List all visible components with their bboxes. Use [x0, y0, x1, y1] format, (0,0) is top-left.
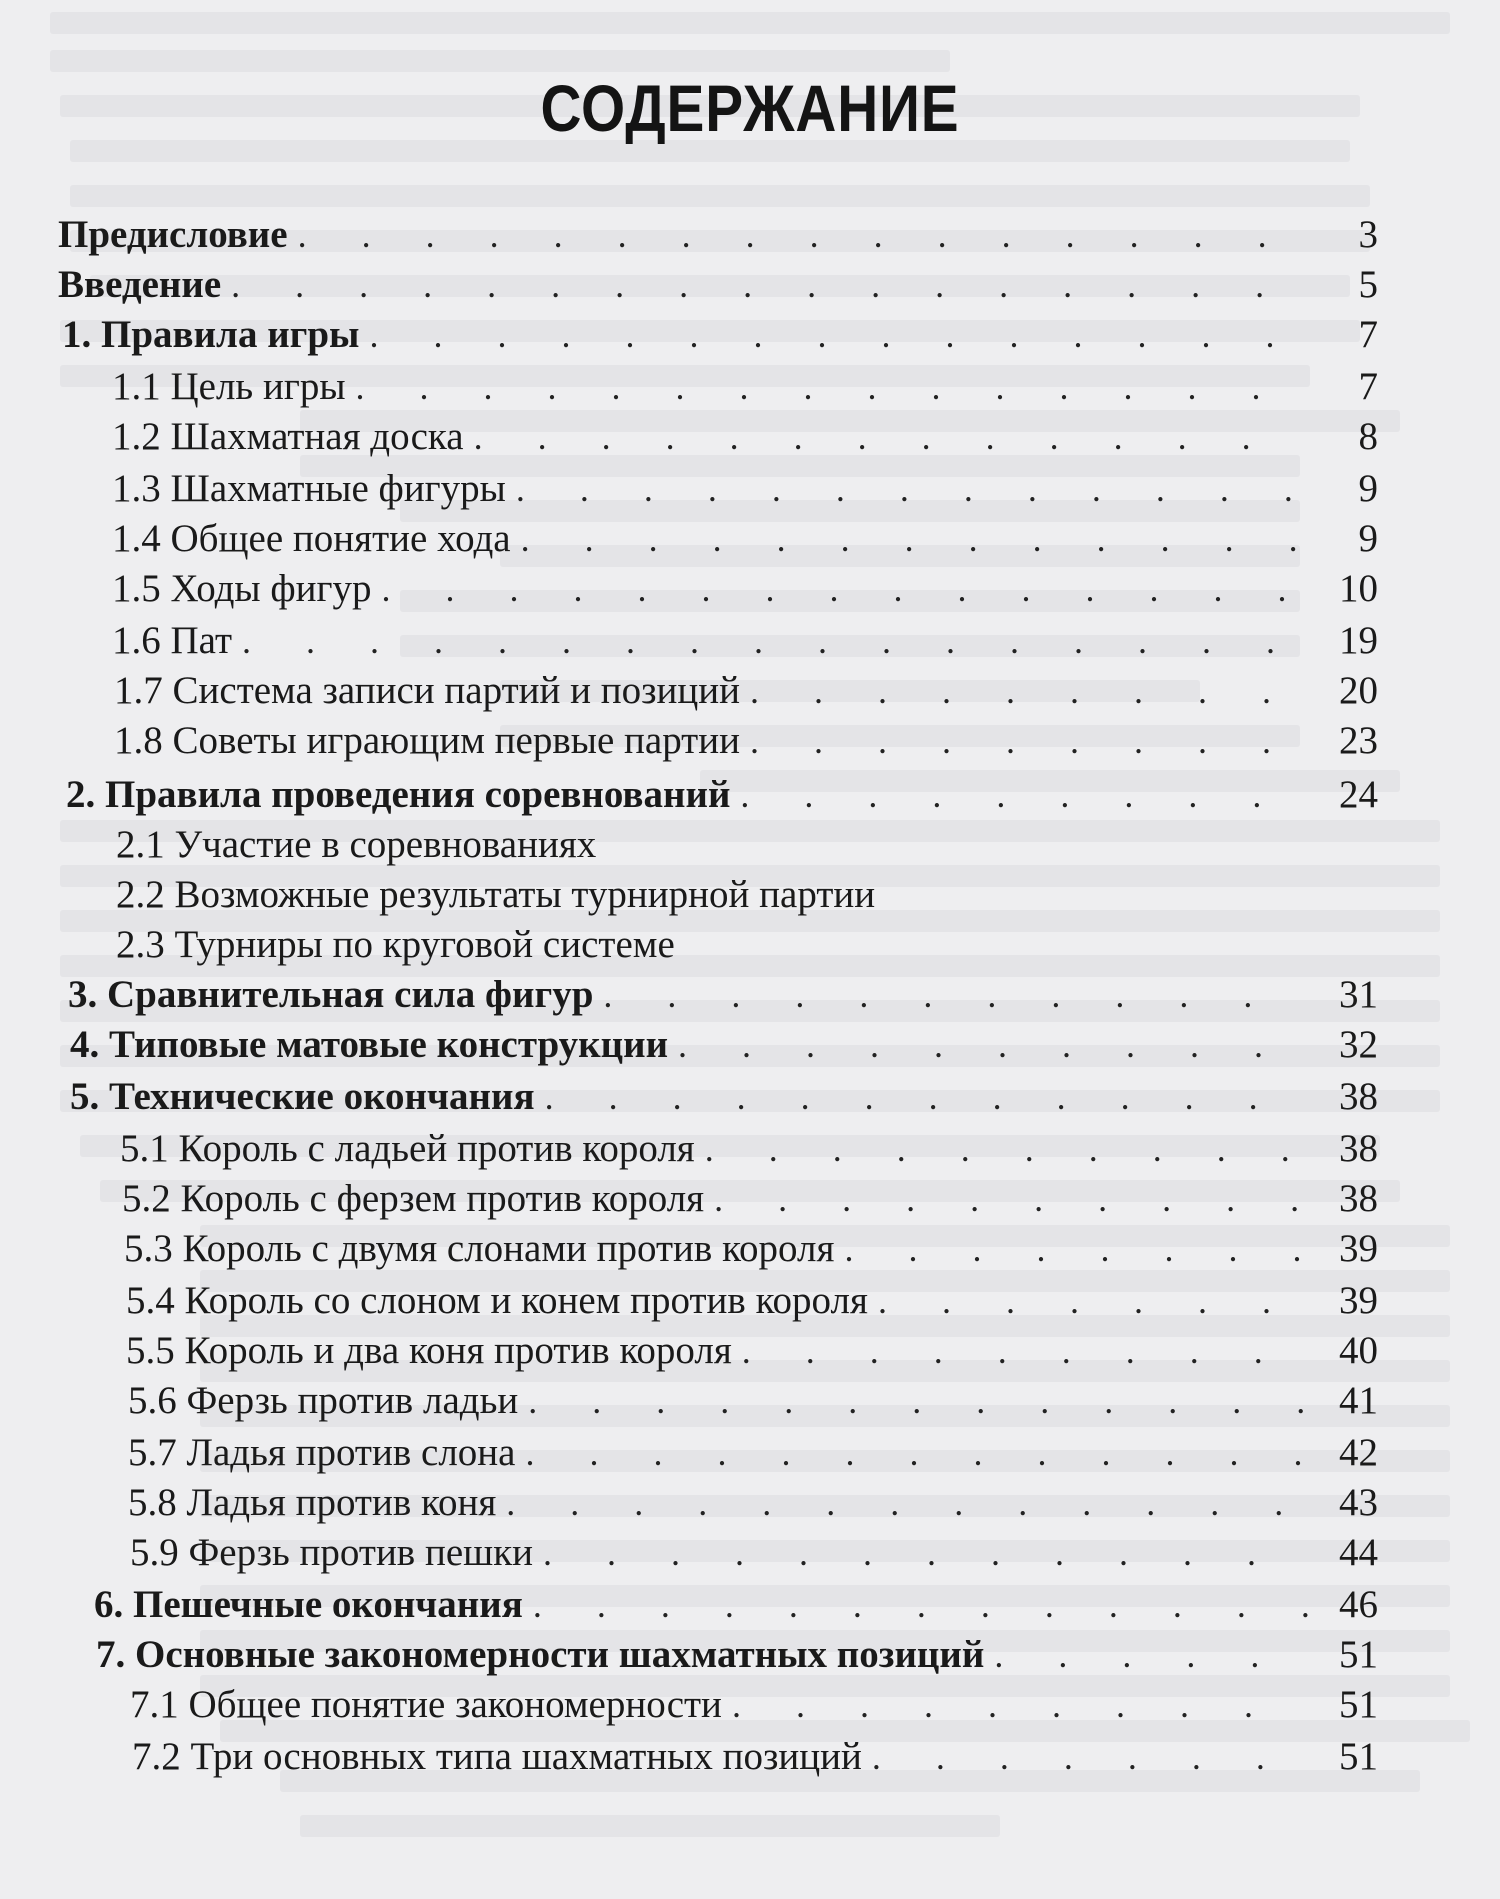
dot-leader — [730, 770, 1308, 820]
toc-entry-label: 6. Пешечные окончания — [94, 1583, 523, 1626]
toc-entry-label: 5. Технические окончания — [70, 1075, 535, 1118]
toc-entry-label: 5.1 Король с ладьей против короля — [120, 1127, 695, 1170]
dot-leader — [496, 1478, 1308, 1528]
dot-leader — [372, 564, 1308, 614]
toc-section-entry — [124, 1224, 1378, 1274]
toc-entry-label: 5.3 Король с двумя слонами против короля — [124, 1227, 835, 1270]
toc-page-number: 8 — [1358, 415, 1378, 458]
toc-section-entry — [132, 1732, 1378, 1782]
toc-page-number: 51 — [1339, 1683, 1378, 1726]
toc-page-number: 51 — [1339, 1633, 1378, 1676]
dot-leader — [360, 310, 1308, 360]
toc-page-number: 41 — [1339, 1379, 1378, 1422]
toc-section-entry — [130, 1680, 1378, 1730]
toc-section-entry — [128, 1478, 1378, 1528]
toc-entry-label: 1.4 Общее понятие хода — [112, 517, 511, 560]
toc-page-number: 10 — [1339, 567, 1378, 610]
toc-entry-label: 7. Основные закономерности шахматных позиций — [96, 1633, 985, 1676]
toc-entry-label: 5.2 Король с ферзем против короля — [122, 1177, 705, 1220]
toc-section-entry — [112, 616, 1378, 666]
toc-entry-label: 2.1 Участие в соревнованиях — [116, 823, 597, 866]
dot-leader — [668, 1020, 1308, 1070]
toc-page-number: 31 — [1339, 973, 1378, 1016]
dot-leader — [506, 464, 1308, 514]
toc-chapter-entry — [70, 1020, 1378, 1070]
dot-leader — [868, 1276, 1308, 1326]
toc-page-number: 39 — [1339, 1227, 1378, 1270]
toc-chapter-entry — [58, 260, 1378, 310]
toc-section-entry — [114, 666, 1378, 716]
page-title: СОДЕРЖАНИЕ — [540, 71, 960, 145]
toc-page-number: 38 — [1339, 1177, 1378, 1220]
toc-page-number: 40 — [1339, 1329, 1378, 1372]
toc-entry-label: 5.5 Король и два коня против короля — [126, 1329, 732, 1372]
toc-page-number: 5 — [1358, 263, 1378, 306]
toc-page-number: 38 — [1339, 1127, 1378, 1170]
toc-page-number: 42 — [1339, 1431, 1378, 1474]
toc-entry-label: 2. Правила проведения соревнований — [66, 773, 731, 816]
dot-leader — [740, 666, 1308, 716]
toc-page-number: 51 — [1339, 1735, 1378, 1778]
dot-leader — [464, 412, 1308, 462]
toc-entry-label: 5.9 Ферзь против пешки — [130, 1531, 534, 1574]
toc-entry-label: 1.8 Советы играющим первые партии — [114, 719, 740, 762]
toc-page-number: 20 — [1339, 669, 1378, 712]
toc-page-number: 7 — [1358, 365, 1378, 408]
dot-leader — [511, 514, 1308, 564]
dot-leader — [593, 970, 1308, 1020]
dot-leader — [695, 1124, 1308, 1174]
dot-leader — [704, 1174, 1308, 1224]
toc-entry-label: 1.2 Шахматная доска — [112, 415, 464, 458]
dot-leader — [834, 1224, 1308, 1274]
toc-section-entry — [112, 362, 1378, 412]
toc-entry-label: 2.3 Турниры по круговой системе — [116, 923, 675, 966]
toc-chapter-entry — [94, 1580, 1378, 1630]
toc-entry-label: 5.6 Ферзь против ладьи — [128, 1379, 519, 1422]
toc-entry-label: 7.2 Три основных типа шахматных позиций — [132, 1735, 862, 1778]
dot-leader — [518, 1376, 1308, 1426]
toc-page-number: 19 — [1339, 619, 1378, 662]
toc-entry-label: Предисловие — [58, 213, 288, 256]
toc-section-entry — [112, 564, 1378, 614]
toc-entry-label: 4. Типовые матовые конструкции — [70, 1023, 669, 1066]
toc-entry-label: 1.1 Цель игры — [112, 365, 346, 408]
toc-entry-label: 7.1 Общее понятие закономерности — [130, 1683, 722, 1726]
toc-section-entry — [112, 412, 1378, 462]
toc-page-number: 38 — [1339, 1075, 1378, 1118]
toc-chapter-entry — [68, 970, 1378, 1020]
toc-chapter-entry — [66, 770, 1378, 820]
toc-entry-label: 5.4 Король со слоном и конем против короля — [126, 1279, 868, 1322]
toc-section-entry — [116, 870, 1378, 920]
toc-page-number: 44 — [1339, 1531, 1378, 1574]
toc-page-number: 7 — [1358, 313, 1378, 356]
dot-leader — [984, 1630, 1308, 1680]
dot-leader — [515, 1428, 1308, 1478]
toc-section-entry — [112, 514, 1378, 564]
dot-leader — [732, 1326, 1308, 1376]
toc-entry-label: Введение — [58, 263, 222, 306]
toc-page-number: 43 — [1339, 1481, 1378, 1524]
dot-leader — [221, 260, 1308, 310]
toc-section-entry — [116, 920, 1378, 970]
dot-leader — [288, 210, 1308, 260]
toc-page-number: 23 — [1339, 719, 1378, 762]
toc-page-number: 24 — [1339, 773, 1378, 816]
dot-leader — [740, 716, 1308, 766]
toc-section-entry — [116, 820, 1378, 870]
dot-leader — [523, 1580, 1308, 1630]
toc-entry-label: 1. Правила игры — [62, 313, 360, 356]
toc-entry-label: 1.5 Ходы фигур — [112, 567, 372, 610]
toc-section-entry — [126, 1326, 1378, 1376]
toc-page-number: 3 — [1358, 213, 1378, 256]
dot-leader — [722, 1680, 1308, 1730]
dot-leader — [533, 1528, 1308, 1578]
toc-page-number: 9 — [1358, 517, 1378, 560]
toc-chapter-entry — [70, 1072, 1378, 1122]
toc-section-entry — [128, 1428, 1378, 1478]
toc-section-entry — [122, 1174, 1378, 1224]
toc-section-entry — [120, 1124, 1378, 1174]
toc-chapter-entry — [96, 1630, 1378, 1680]
toc-chapter-entry — [62, 310, 1378, 360]
toc-section-entry — [130, 1528, 1378, 1578]
toc-section-entry — [126, 1276, 1378, 1326]
toc-entry-label: 5.8 Ладья против коня — [128, 1481, 497, 1524]
toc-entry-label: 5.7 Ладья против слона — [128, 1431, 516, 1474]
toc-entry-label: 3. Сравнительная сила фигур — [68, 973, 594, 1016]
dot-leader — [862, 1732, 1308, 1782]
dot-leader — [535, 1072, 1308, 1122]
dot-leader — [232, 616, 1308, 666]
toc-section-entry — [128, 1376, 1378, 1426]
toc-page-number: 9 — [1358, 467, 1378, 510]
toc-page-number: 46 — [1339, 1583, 1378, 1626]
dot-leader — [346, 362, 1308, 412]
toc-page-number: 32 — [1339, 1023, 1378, 1066]
toc-entry-label: 2.2 Возможные результаты турнирной партии — [116, 873, 876, 916]
toc-entry-label: 1.7 Система записи партий и позиций — [114, 669, 740, 712]
toc-section-entry — [112, 464, 1378, 514]
toc-section-entry — [114, 716, 1378, 766]
toc-page-number: 39 — [1339, 1279, 1378, 1322]
toc-entry-label: 1.6 Пат — [112, 619, 233, 662]
toc-entry-label: 1.3 Шахматные фигуры — [112, 467, 506, 510]
toc-chapter-entry — [58, 210, 1378, 260]
